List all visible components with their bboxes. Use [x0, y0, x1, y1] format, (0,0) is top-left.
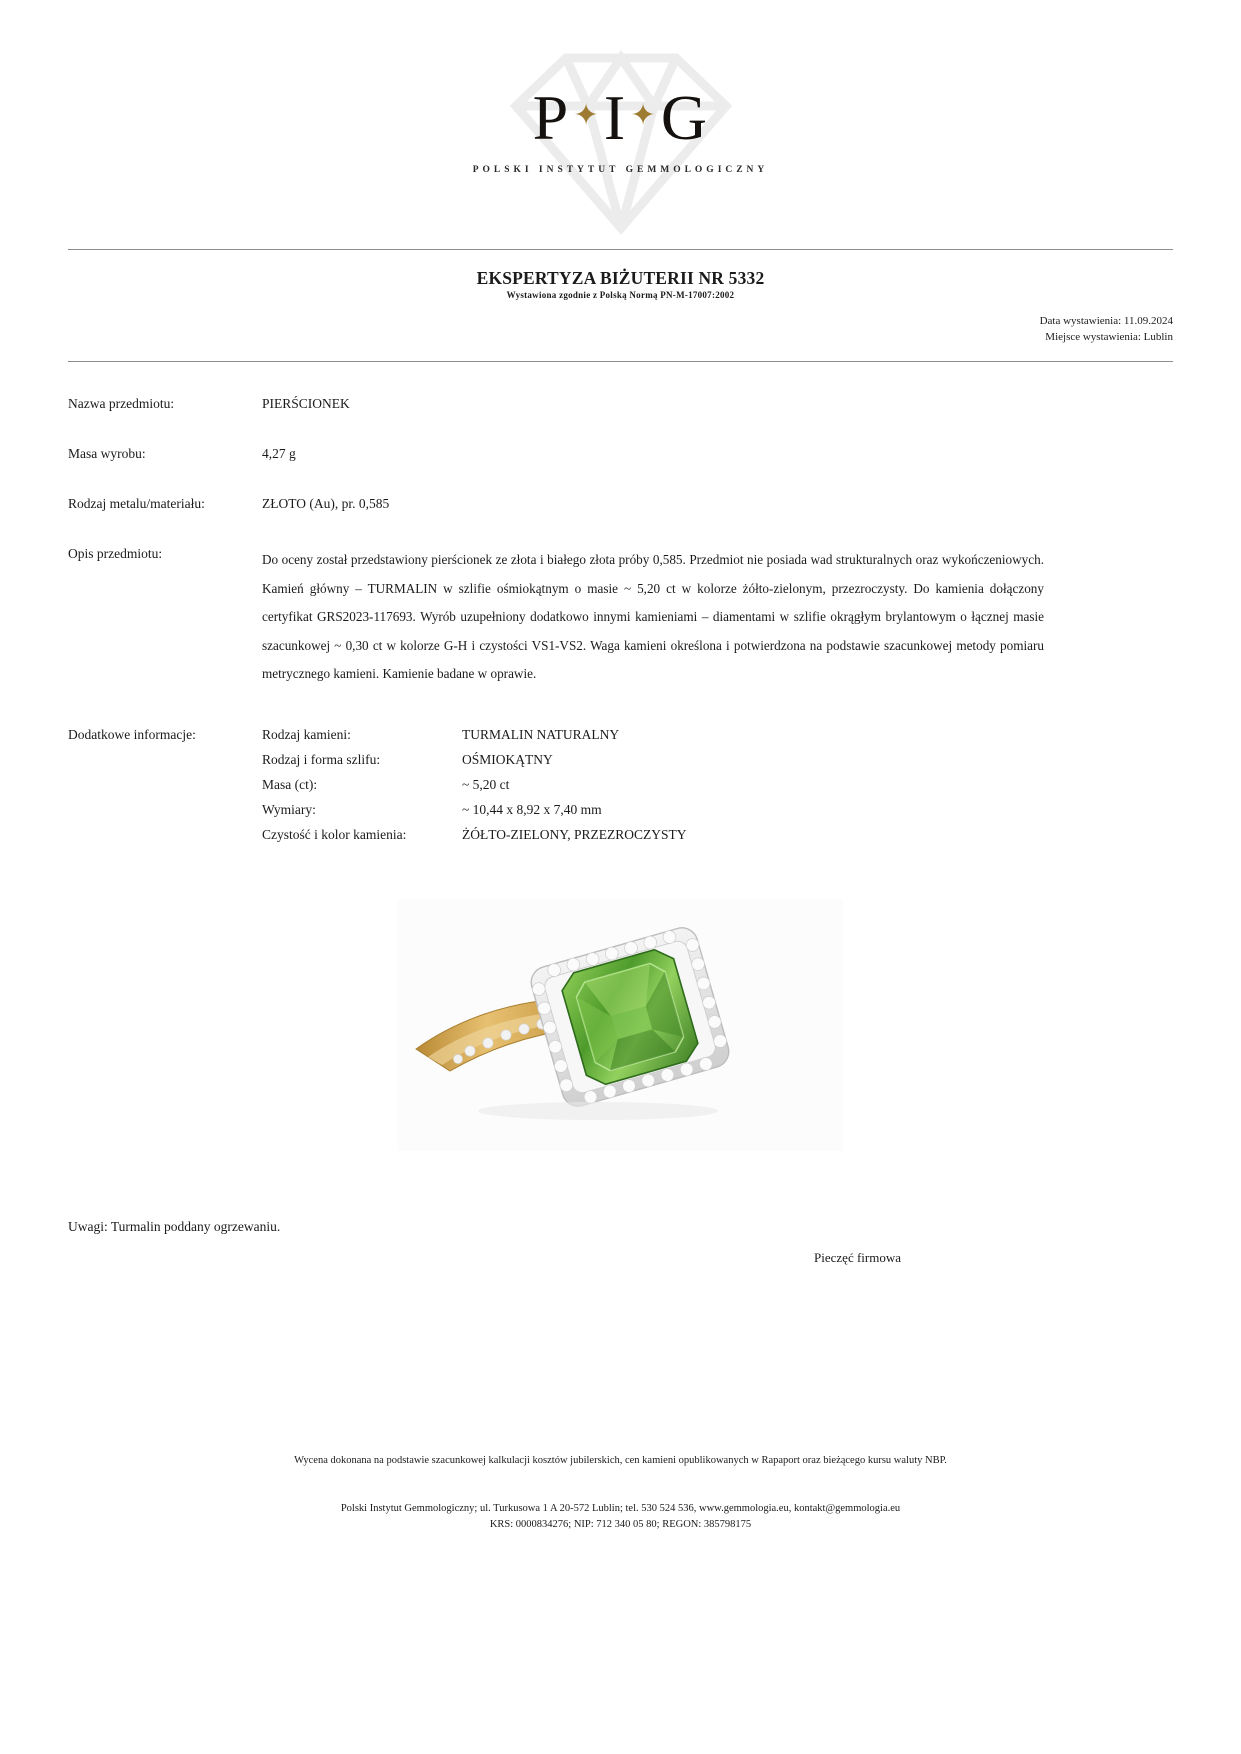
- logo-block: [0, 48, 1241, 248]
- spec-value: TURMALIN NATURALNY: [462, 727, 620, 742]
- label-item-name: Nazwa przedmiotu:: [68, 396, 175, 411]
- spec-value: ŻÓŁTO-ZIELONY, PRZEZROCZYSTY: [462, 827, 687, 842]
- logo-subtitle: POLSKI INSTYTUT GEMMOLOGICZNY: [472, 165, 769, 175]
- logo-letter-g: G: [660, 82, 709, 153]
- value-item-name: PIERŚCIONEK: [262, 396, 350, 411]
- item-photo: [398, 899, 843, 1151]
- logo-star-icon-2: ✦: [630, 99, 657, 132]
- footer-address-line2: KRS: 0000834276; NIP: 712 340 05 80; REGON: 385798175: [489, 1519, 752, 1531]
- logo-letter-i: I: [603, 82, 627, 153]
- label-item-description: Opis przedmiotu:: [68, 546, 163, 561]
- table-row: [262, 802, 962, 827]
- label-item-mass: Masa wyrobu:: [68, 446, 146, 461]
- ring-photo-icon: [398, 899, 843, 1151]
- footer-note: Wycena dokonana na podstawie szacunkowej kalkulacji kosztów jubilerskich, cen kamieni opublikowanych w Rapaport oraz bieżącego kursu waluty NBP.: [294, 1455, 947, 1466]
- logo-wordmark: [456, 82, 786, 153]
- issue-meta: [1040, 314, 1173, 346]
- label-extra-info: Dodatkowe informacje:: [68, 727, 196, 742]
- spec-value: ~ 10,44 x 8,92 x 7,40 mm: [462, 802, 602, 817]
- spec-value: OŚMIOKĄTNY: [462, 752, 553, 767]
- table-row: [262, 777, 962, 802]
- footer-address-line1: Polski Instytut Gemmologiczny; ul. Turkusowa 1 A 20-572 Lublin; tel. 530 524 536, www.gemmologia.eu, kontakt@gemmologia.eu: [340, 1503, 901, 1514]
- spec-key: Wymiary:: [262, 802, 316, 817]
- spec-key: Rodzaj kamieni:: [262, 727, 351, 742]
- spec-key: Rodzaj i forma szlifu:: [262, 752, 381, 767]
- label-item-metal: Rodzaj metalu/materiału:: [68, 496, 205, 511]
- issue-date: Data wystawienia: 11.09.2024: [1039, 315, 1173, 327]
- logo-letter-p: P: [532, 82, 570, 153]
- spec-value: ~ 5,20 ct: [462, 777, 510, 792]
- spec-key: Masa (ct):: [262, 777, 318, 792]
- divider-mid: [68, 361, 1173, 362]
- page-title: EKSPERTYZA BIŻUTERII NR 5332: [476, 268, 765, 288]
- value-item-description: Do oceny został przedstawiony pierścionek ze złota i białego złota próby 0,585. Przedmiot nie posiada wad strukturalnych oraz wykończeniowych. Kamień główny – TURMALIN w szlifie ośmiokątnym o masie ~ 5,20 ct w kolorze żółto-zielonym, przezroczysty. Do kamienia dołączony certyfikat GRS2023-117693. Wyrób uzupełniony dodatkowo innymi kamieniami – diamentami w szlifie okrągłym brylantowym o łącznej masie szacunkowej ~ 0,30 ct w kolorze G-H i czystości VS1-VS2. Waga kamieni określona i potwierdzona na podstawie szacunkowej metody pomiaru metrycznego kamieni. Kamienie badane w oprawie.: [262, 552, 1044, 681]
- stone-spec-table: [262, 727, 962, 852]
- divider-top: [68, 249, 1173, 250]
- value-item-mass: 4,27 g: [262, 446, 296, 461]
- value-item-metal: ZŁOTO (Au), pr. 0,585: [262, 496, 390, 511]
- table-row: [262, 727, 962, 752]
- footer-address: [0, 1501, 1241, 1534]
- stamp-label: Pieczęć firmowa: [814, 1250, 901, 1265]
- remarks-text: Uwagi: Turmalin poddany ogrzewaniu.: [68, 1219, 281, 1234]
- table-row: [262, 827, 962, 852]
- logo-star-icon-1: ✦: [573, 99, 600, 132]
- spec-key: Czystość i kolor kamienia:: [262, 827, 407, 842]
- table-row: [262, 752, 962, 777]
- page-subtitle: Wystawiona zgodnie z Polską Normą PN-M-17007:2002: [506, 290, 735, 300]
- issue-place: Miejsce wystawienia: Lublin: [1045, 330, 1173, 343]
